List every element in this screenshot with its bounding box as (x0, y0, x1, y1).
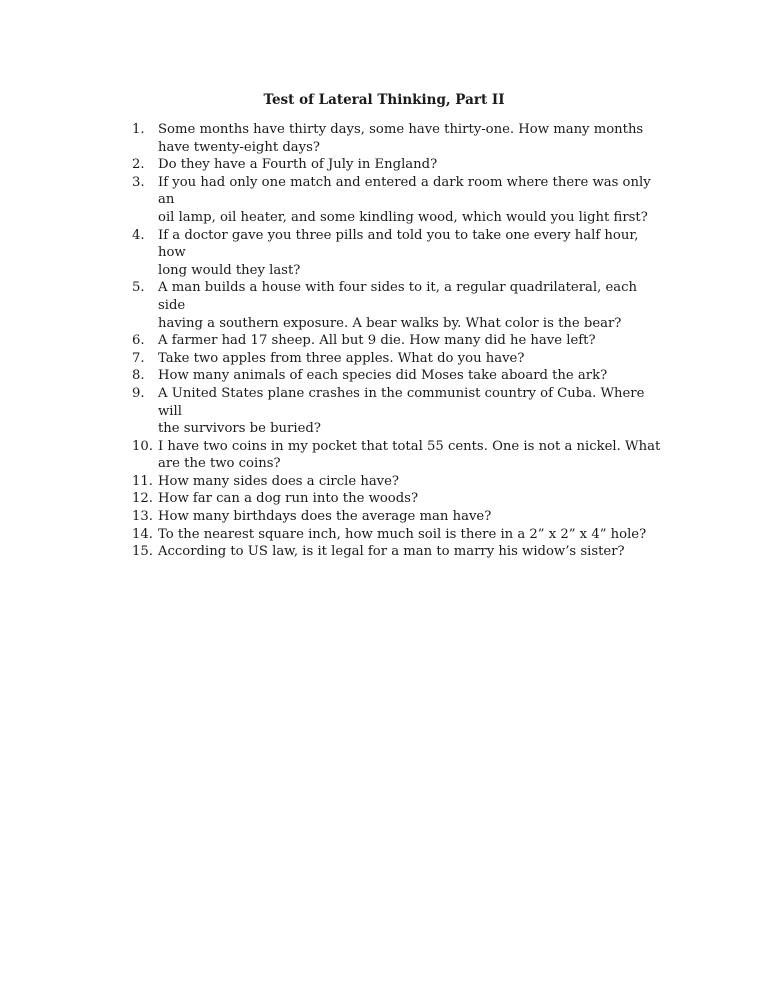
question-text-line: If a doctor gave you three pills and told you to take one every half hour, how (158, 227, 639, 261)
question-text (158, 490, 662, 508)
question-item (132, 438, 662, 473)
question-item (132, 279, 662, 332)
question-item (132, 156, 662, 174)
question-number: 6. (132, 333, 145, 349)
question-item (132, 385, 662, 438)
question-text-line: A farmer had 17 sheep. All but 9 die. How many did he have left? (158, 333, 596, 349)
question-text (158, 279, 662, 332)
question-item (132, 508, 662, 526)
question-number: 15. (132, 544, 153, 560)
question-item (132, 350, 662, 368)
question-text-line: A man builds a house with four sides to it, a regular quadrilateral, each side (158, 280, 638, 313)
question-text-line: How far can a dog run into the woods? (158, 491, 419, 507)
question-item (132, 473, 662, 491)
question-text-line: According to US law, is it legal for a man to marry his widow’s sister? (158, 544, 625, 560)
question-text (158, 438, 662, 473)
question-item (132, 490, 662, 508)
question-list (132, 121, 662, 561)
question-text-line: long would they last? (158, 262, 301, 278)
question-text-line: Do they have a Fourth of July in England? (158, 157, 438, 173)
question-number: 5. (132, 280, 145, 296)
question-text (158, 543, 662, 561)
question-number: 13. (132, 509, 153, 525)
question-text (158, 367, 662, 385)
question-text (158, 174, 662, 227)
question-text-line: If you had only one match and entered a dark room where there was only an (158, 174, 651, 208)
question-number: 8. (132, 368, 145, 384)
question-number: 4. (132, 227, 145, 243)
question-text-line: I have two coins in my pocket that total 55 cents. One is not a nickel. What (158, 438, 661, 454)
question-text-line: having a southern exposure. A bear walks by. What color is the bear? (158, 315, 622, 331)
question-text-line: How many animals of each species did Moses take aboard the ark? (158, 368, 608, 384)
question-text (158, 508, 662, 526)
question-item (132, 121, 662, 156)
question-item (132, 174, 662, 227)
question-number: 2. (132, 157, 145, 173)
question-number: 12. (132, 491, 153, 507)
question-number: 7. (132, 350, 145, 366)
question-number: 11. (132, 473, 153, 489)
question-text-line: have twenty-eight days? (158, 139, 320, 155)
question-number: 3. (132, 174, 145, 190)
question-text (158, 156, 662, 174)
question-text (158, 227, 662, 280)
question-number: 1. (132, 122, 145, 137)
question-item (132, 526, 662, 544)
question-text-line: Take two apples from three apples. What do you have? (158, 350, 525, 366)
question-text (158, 385, 662, 438)
question-number: 14. (132, 526, 153, 542)
question-text-line: To the nearest square inch, how much soil is there in a 2” x 2” x 4” hole? (158, 526, 647, 542)
question-text-line: Some months have thirty days, some have thirty-one. How many months (158, 122, 644, 137)
question-text-line: How many birthdays does the average man have? (158, 509, 492, 525)
question-text-line: are the two coins? (158, 456, 281, 472)
question-item (132, 332, 662, 350)
question-text (158, 473, 662, 491)
question-item (132, 367, 662, 385)
question-text-line: the survivors be buried? (158, 421, 321, 437)
question-text (158, 526, 662, 544)
question-item (132, 227, 662, 280)
question-text (158, 332, 662, 350)
question-text-line: oil lamp, oil heater, and some kindling wood, which would you light first? (158, 209, 648, 225)
question-item (132, 543, 662, 561)
question-text (158, 350, 662, 368)
question-number: 10. (132, 438, 153, 454)
question-text-line: A United States plane crashes in the communist country of Cuba. Where will (158, 385, 645, 419)
document-title: Test of Lateral Thinking, Part II (263, 92, 505, 108)
question-text (158, 121, 662, 156)
question-number: 9. (132, 385, 145, 401)
question-text-line: How many sides does a circle have? (158, 473, 400, 489)
